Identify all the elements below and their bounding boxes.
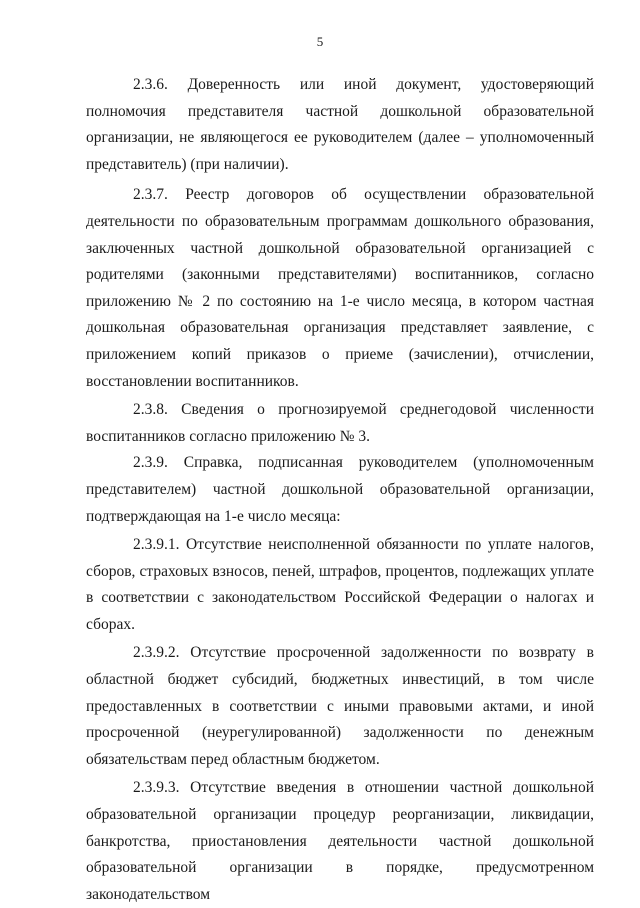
paragraph-2-3-6: 2.3.6. Доверенность или иной документ, удостоверяющий полномочия представителя частной дошкольной образовательной организации, не являющегося ее руководителем (далее – уполномоченный представитель) (при наличии). bbox=[86, 76, 594, 173]
paragraph-2-3-9-2: 2.3.9.2. Отсутствие просроченной задолженности по возврату в областной бюджет субсидий, бюджетных инвестиций, в том числе предоставленных в соответствии с иными правовыми актами, и иной просроченной (неурегулированной) задолженности по денежным обязательствам перед областным бюджетом. bbox=[86, 644, 594, 768]
paragraph-2-3-7: 2.3.7. Реестр договоров об осуществлении образовательной деятельности по образовательным программам дошкольного образования, заключенных частной дошкольной образовательной организацией с родителями (законными представителями) воспитанников, согласно приложению № 2 по состоянию на 1-е число месяца, в котором частная дошкольная образовательная организация представляет заявление, с приложением копий приказов о приеме (зачислении), отчислении, восстановлении воспитанников. bbox=[86, 186, 594, 390]
paragraph-2-3-9-1: 2.3.9.1. Отсутствие неисполненной обязанности по уплате налогов, сборов, страховых взносов, пеней, штрафов, процентов, подлежащих уплате в соответствии с законодательством Российской Федерации о налогах и сборах. bbox=[86, 536, 594, 633]
page-number: 5 bbox=[316, 34, 324, 49]
document-body bbox=[86, 72, 594, 908]
paragraph-2-3-8: 2.3.8. Сведения о прогнозируемой среднегодовой численности воспитанников согласно приложению № 3. bbox=[86, 401, 594, 445]
paragraph-2-3-9: 2.3.9. Справка, подписанная руководителем (уполномоченным представителем) частной дошкольной образовательной организации, подтверждающая на 1-е число месяца: bbox=[86, 454, 594, 525]
paragraph-2-3-9-3: 2.3.9.3. Отсутствие введения в отношении частной дошкольной образовательной организации процедур реорганизации, ликвидации, банкротства, приостановления деятельности частной дошкольной образовательной организации в порядке, предусмотренном законодательством bbox=[86, 779, 594, 903]
